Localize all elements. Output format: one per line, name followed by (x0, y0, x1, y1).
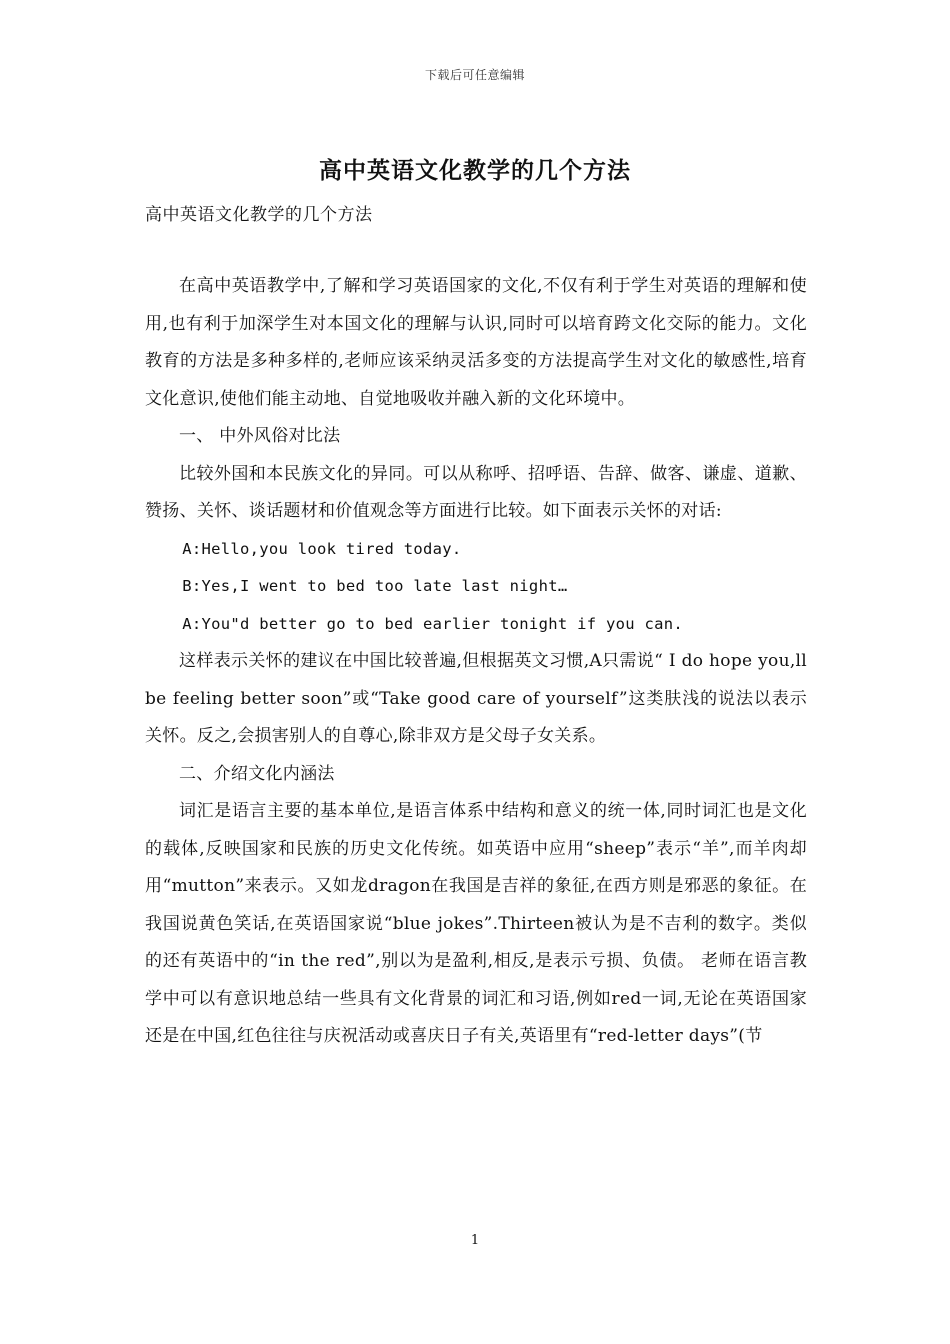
paragraph-vocabulary: 词汇是语言主要的基本单位,是语言体系中结构和意义的统一体,同时词汇也是文化的载体,反映国家和民族的历史文化传统。如英语中应用“sheep”表示“羊”,而羊肉却用“mutton”来表示。又如龙dragon在我国是吉祥的象征,在西方则是邪恶的象征。在我国说黄色笑话,在英语国家说“blue jokes”.Thirteen被认为是不吉利的数字。类似的还有英语中的“in the red”,别以为是盈利,相反,是表示亏损、负债。 老师在语言教学中可以有意识地总结一些具有文化背景的词汇和习语,例如red一词,无论在英语国家还是在中国,红色往往与庆祝活动或喜庆日子有关,英语里有“red-letter days”(节 (145, 801, 807, 1046)
dialog-line-b: B:Yes,I went to bed too late last night… (182, 577, 568, 595)
document-subtitle: 高中英语文化教学的几个方法 (145, 205, 373, 225)
paragraph-comparison: 比较外国和本民族文化的异同。可以从称呼、招呼语、告辞、做客、谦虚、道歉、赞扬、关怀、谈话题材和价值观念等方面进行比较。如下面表示关怀的对话: (145, 463, 807, 521)
document-body (145, 268, 807, 1056)
section-heading-1: 一、 中外风俗对比法 (179, 426, 341, 446)
document-title: 高中英语文化教学的几个方法 (319, 157, 631, 184)
section-heading-2: 二、介绍文化内涵法 (179, 763, 335, 784)
paragraph-explanation: 这样表示关怀的建议在中国比较普遍,但根据英文习惯,A只需说“ I do hope you,ll be feeling better soon”或“Take good care of yourself”这类肤浅的说法以表示关怀。反之,会损害别人的自尊心,除非双方是父母子女关系。 (145, 651, 807, 746)
dialog-line-a2: A:You"d better go to bed earlier tonight if you can. (182, 614, 684, 633)
paragraph-intro: 在高中英语教学中,了解和学习英语国家的文化,不仅有利于学生对英语的理解和使用,也有利于加深学生对本国文化的理解与认识,同时可以培育跨文化交际的能力。文化教育的方法是多种多样的,老师应该采纳灵活多变的方法提高学生对文化的敏感性,培育文化意识,使他们能主动地、自觉地吸收并融入新的文化环境中。 (145, 276, 807, 409)
header-note: 下载后可任意编辑 (424, 68, 525, 82)
page-number: 1 (470, 1233, 480, 1248)
dialog-line-a1: A:Hello,you look tired today. (182, 539, 462, 558)
